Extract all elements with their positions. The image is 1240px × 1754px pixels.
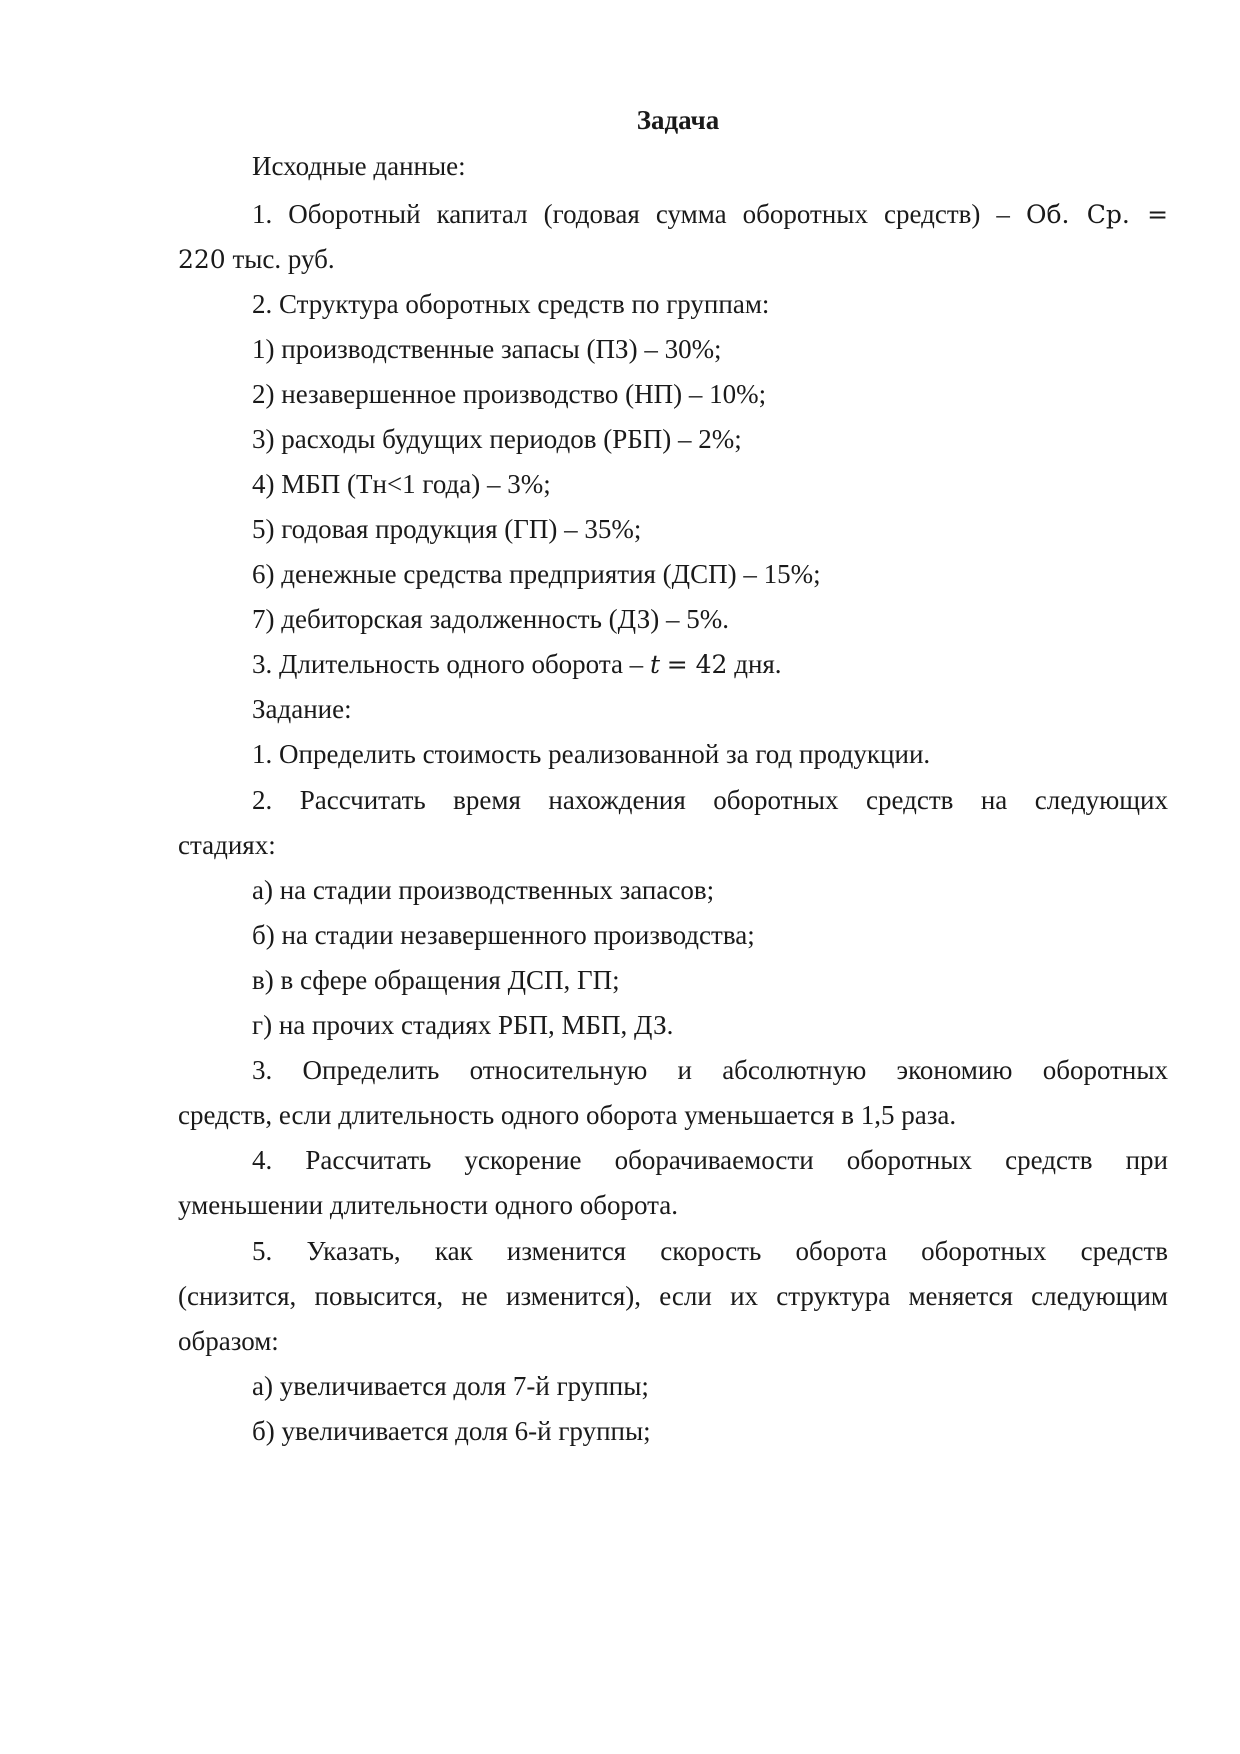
document-title: Задача [636, 105, 720, 135]
task2-line1: 2. Рассчитать время нахождения оборотных средств на следующих [252, 785, 1168, 815]
stage-item-c: в) в сфере обращения ДСП, ГП; [252, 965, 620, 995]
group-item-1: 1) производственные запасы (ПЗ) – 30%; [252, 334, 722, 364]
task4-line2: уменьшении длительности одного оборота. [178, 1190, 678, 1220]
item1-value: 220 [178, 245, 226, 274]
item1-unit: тыс. руб. [232, 244, 335, 274]
task5-line2: (снизится, повысится, не изменится), если их структура меняется следующим [178, 1281, 1168, 1311]
item3-var: t [649, 650, 660, 679]
task-heading: Задание: [252, 694, 352, 724]
stage-item-b: б) на стадии незавершенного производства; [252, 920, 755, 950]
task3-line2: средств, если длительность одного оборота уменьшается в 1,5 раза. [178, 1100, 957, 1130]
task3-line1: 3. Определить относительную и абсолютную экономию оборотных [252, 1055, 1168, 1085]
group-item-6: 6) денежные средства предприятия (ДСП) – 15%; [252, 559, 821, 589]
item1-line2 [178, 243, 335, 276]
group-item-3: 3) расходы будущих периодов (РБП) – 2%; [252, 424, 742, 454]
stage-item-a: а) на стадии производственных запасов; [252, 875, 715, 905]
group-item-5: 5) годовая продукция (ГП) – 35%; [252, 514, 642, 544]
task5-line1: 5. Указать, как изменится скорость оборота оборотных средств [252, 1236, 1168, 1266]
group-item-7: 7) дебиторская задолженность (ДЗ) – 5%. [252, 604, 729, 634]
item1-text: 1. Оборотный капитал (годовая сумма оборотных средств) – [252, 199, 1010, 229]
structure-heading: 2. Структура оборотных средств по группам: [252, 289, 770, 319]
change-item-a: а) увеличивается доля 7-й группы; [252, 1371, 649, 1401]
task2-line2: стадиях: [178, 830, 276, 860]
change-item-b: б) увеличивается доля 6-й группы; [252, 1416, 651, 1446]
item3-eq: = 42 [666, 650, 728, 679]
group-item-4: 4) МБП (Тн<1 года) – 3%; [252, 469, 551, 499]
task5-line3: образом: [178, 1326, 279, 1356]
task4-line1: 4. Рассчитать ускорение оборачиваемости оборотных средств при [252, 1145, 1168, 1175]
task1: 1. Определить стоимость реализованной за год продукции. [252, 739, 931, 769]
initial-data-heading: Исходные данные: [252, 151, 466, 181]
item3-unit: дня. [734, 649, 782, 679]
item1-line1 [252, 198, 1168, 231]
item3-text: 3. Длительность одного оборота – [252, 649, 644, 679]
group-item-2: 2) незавершенное производство (НП) – 10%; [252, 379, 767, 409]
stage-item-d: г) на прочих стадиях РБП, МБП, ДЗ. [252, 1010, 674, 1040]
item1-formula: Об. Ср. = [1026, 200, 1169, 229]
item3-line [252, 648, 782, 681]
